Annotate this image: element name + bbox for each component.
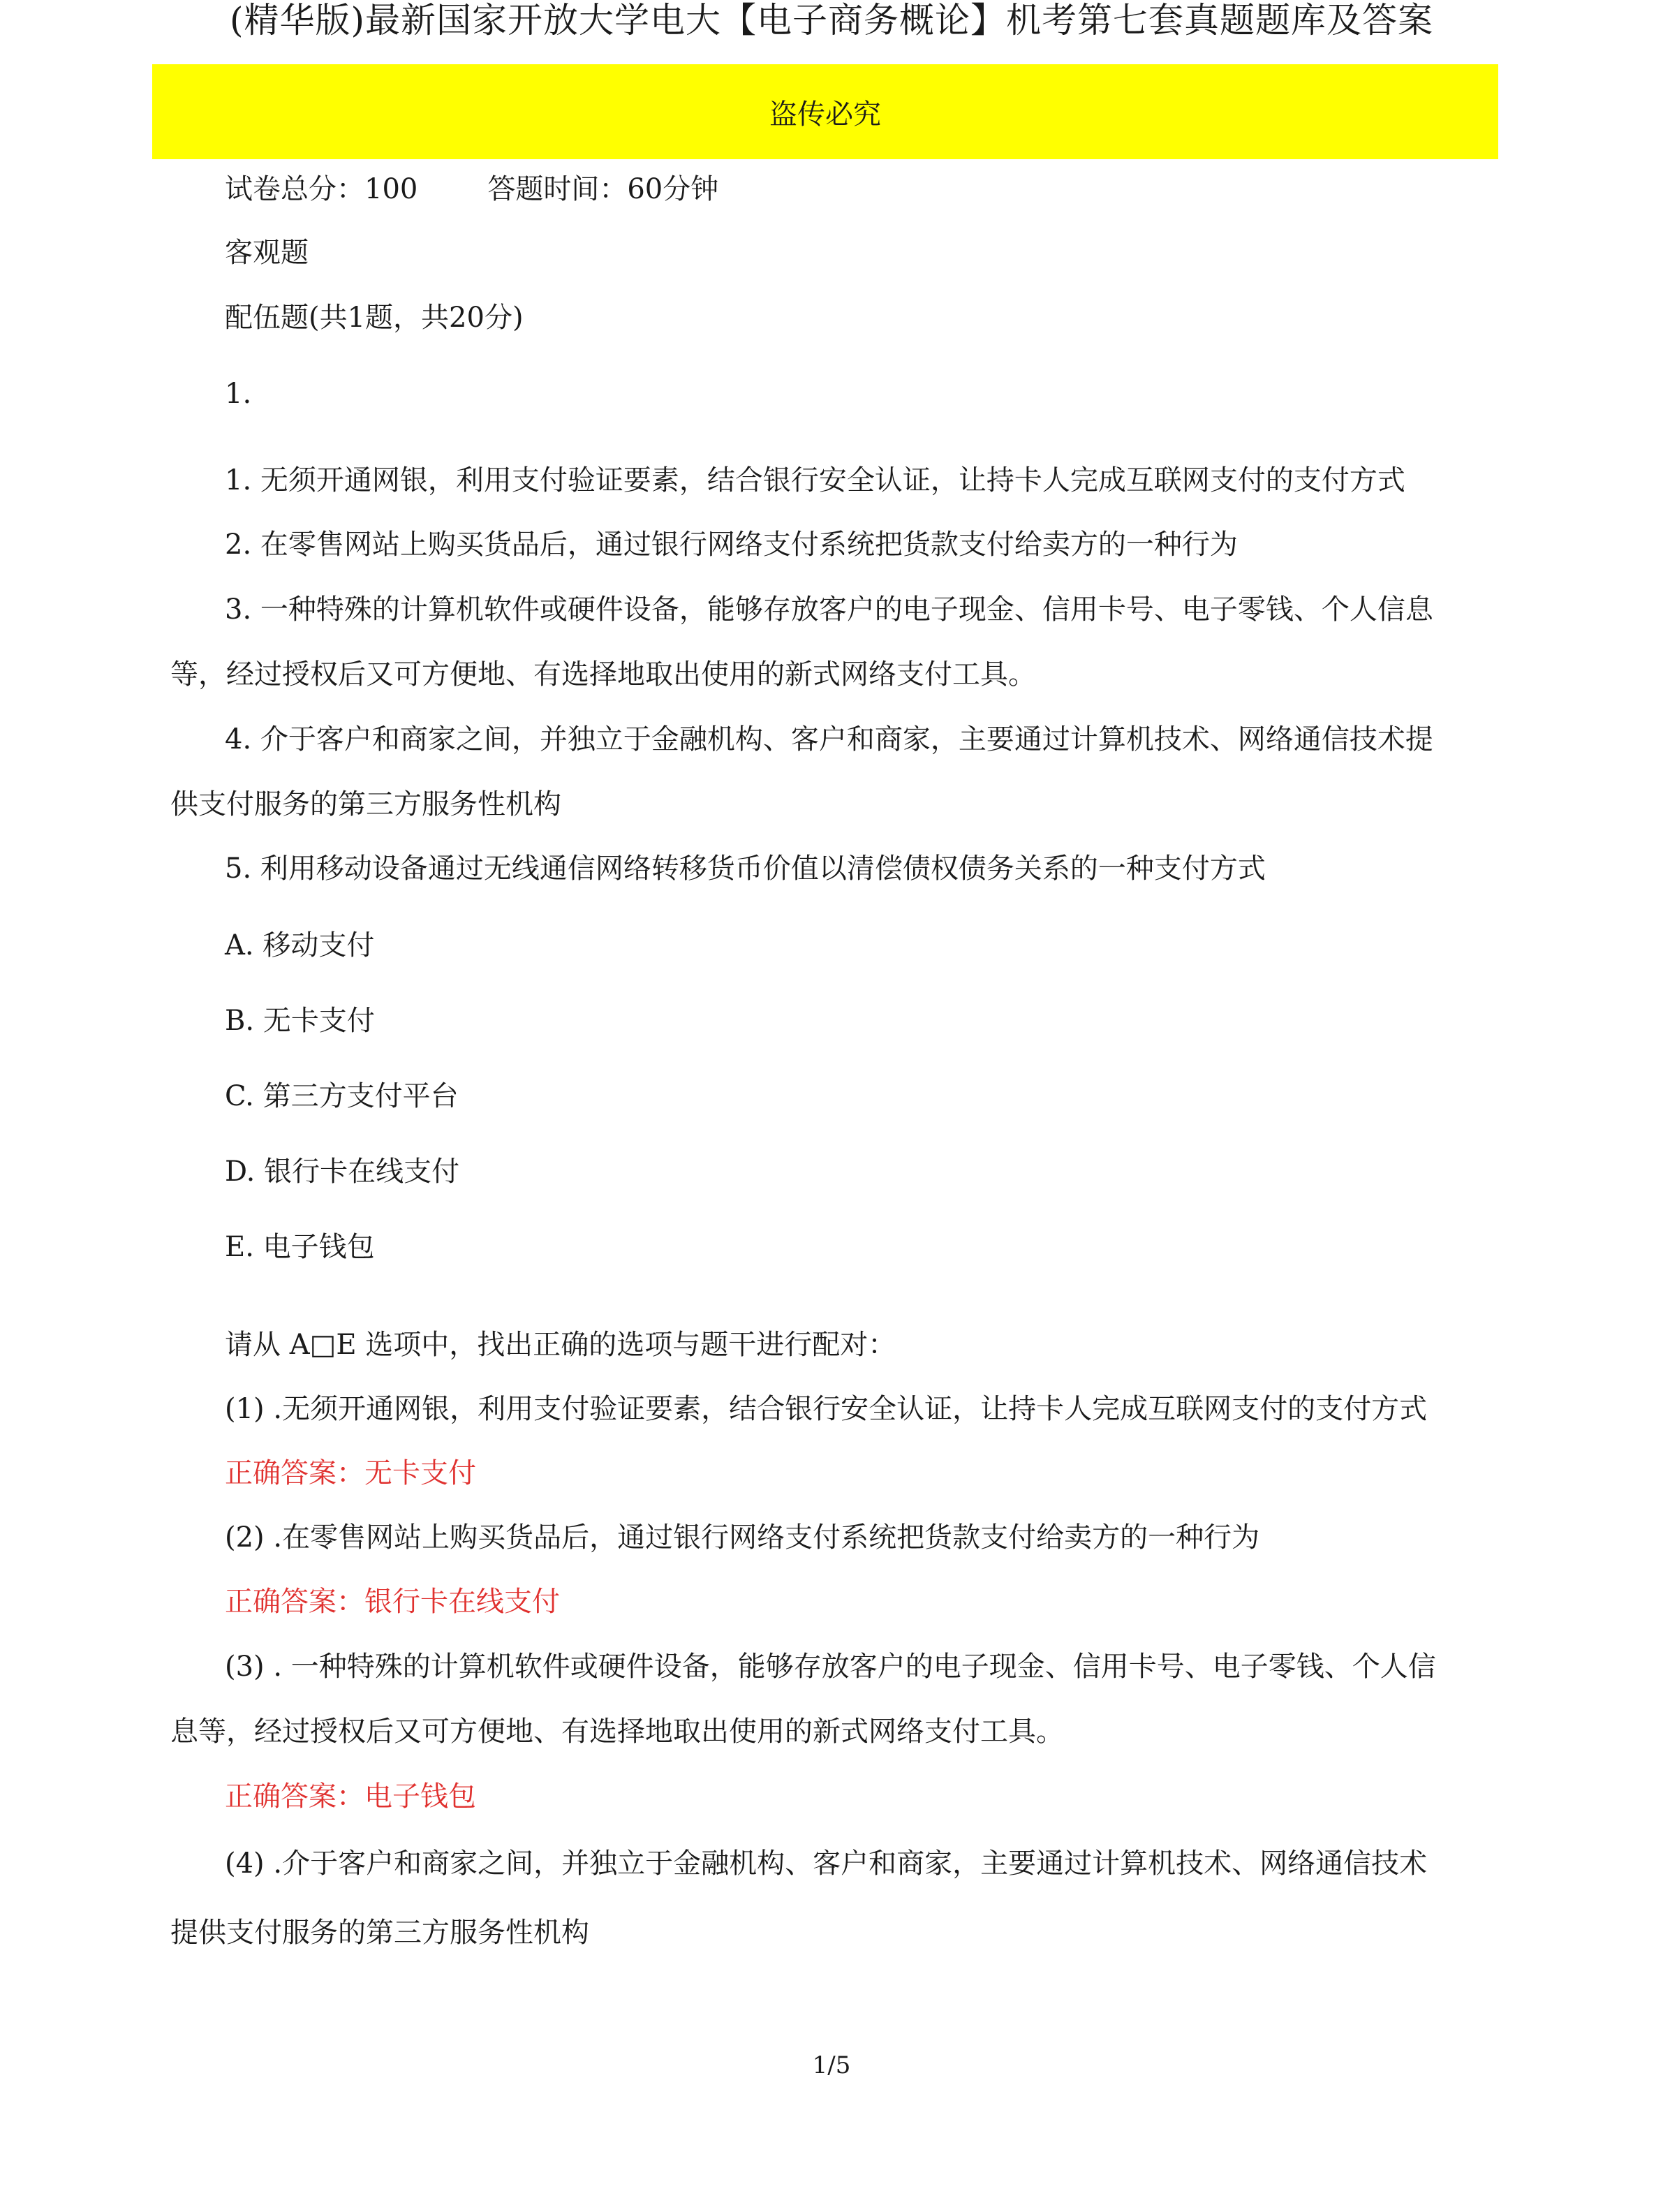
pair-2-question: (2) .在零售网站上购买货品后，通过银行网络支付系统把货款支付给卖方的一种行为	[225, 1521, 1260, 1554]
question-number: 1.	[225, 378, 252, 410]
option-e: E. 电子钱包	[225, 1231, 375, 1263]
watermark-banner	[152, 64, 1498, 159]
pair-1-question: (1) .无须开通网银，利用支付验证要素，结合银行安全认证，让持卡人完成互联网支付的支付方式	[225, 1393, 1428, 1425]
pair-4-question: (4) .介于客户和商家之间，并独立于金融机构、客户和商家，主要通过计算机技术、网络通信技术	[225, 1848, 1428, 1880]
option-d: D. 银行卡在线支付	[225, 1156, 460, 1188]
pair-3-question: (3) . 一种特殊的计算机软件或硬件设备，能够存放客户的电子现金、信用卡号、电子零钱、个人信	[225, 1651, 1436, 1683]
exam-info	[225, 172, 718, 206]
section-category: 客观题	[225, 237, 309, 269]
exam-time: 答题时间：60分钟	[487, 173, 719, 205]
banner-text: 盗传必究	[769, 98, 881, 131]
instruction: 请从 A□E 选项中，找出正确的选项与题干进行配对：	[225, 1329, 896, 1361]
page-number: 1/5	[812, 2051, 851, 2079]
stem-2: 2. 在零售网站上购买货品后，通过银行网络支付系统把货款支付给卖方的一种行为	[225, 529, 1238, 561]
stem-1: 1. 无须开通网银，利用支付验证要素，结合银行安全认证，让持卡人完成互联网支付的支付方式	[225, 464, 1405, 496]
pair-2-answer: 正确答案：银行卡在线支付	[225, 1586, 560, 1618]
pair-4-question-cont: 提供支付服务的第三方服务性机构	[170, 1917, 589, 1949]
pair-1-answer: 正确答案：无卡支付	[225, 1457, 476, 1489]
stem-3-cont: 等，经过授权后又可方便地、有选择地取出使用的新式网络支付工具。	[170, 658, 1036, 691]
stem-3: 3. 一种特殊的计算机软件或硬件设备，能够存放客户的电子现金、信用卡号、电子零钱、个人信息	[225, 593, 1433, 626]
option-c: C. 第三方支付平台	[225, 1080, 459, 1112]
total-score: 试卷总分：100	[225, 173, 418, 205]
pair-3-question-cont: 息等，经过授权后又可方便地、有选择地取出使用的新式网络支付工具。	[170, 1716, 1064, 1748]
stem-4: 4. 介于客户和商家之间，并独立于金融机构、客户和商家，主要通过计算机技术、网络通信技术提	[225, 723, 1433, 755]
page-title: (精华版)最新国家开放大学电大【电子商务概论】机考第七套真题题库及答案	[229, 0, 1433, 40]
option-a: A. 移动支付	[225, 929, 375, 961]
section-type: 配伍题(共1题，共20分)	[225, 302, 524, 334]
pair-3-answer: 正确答案：电子钱包	[225, 1780, 476, 1813]
stem-5: 5. 利用移动设备通过无线通信网络转移货币价值以清偿债权债务关系的一种支付方式	[225, 853, 1266, 885]
stem-4-cont: 供支付服务的第三方服务性机构	[170, 788, 561, 820]
option-b: B. 无卡支付	[225, 1005, 375, 1037]
